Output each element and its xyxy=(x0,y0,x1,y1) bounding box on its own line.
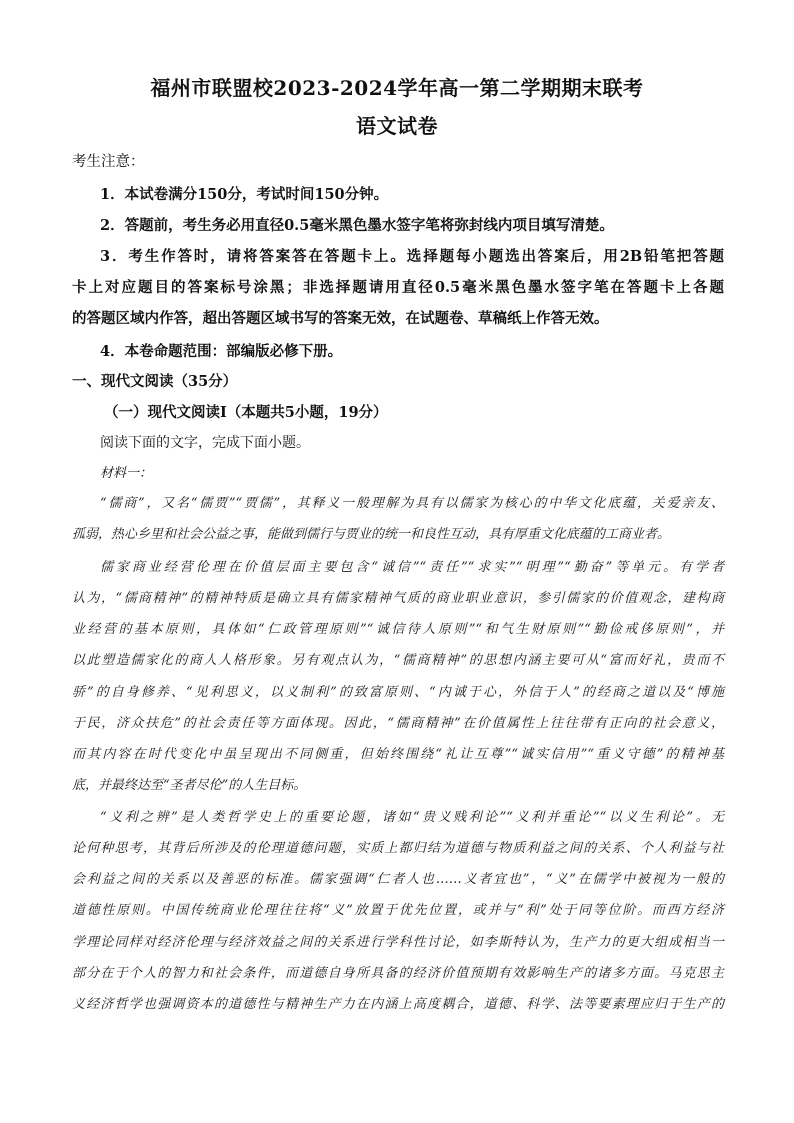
notice-line-6: 4．本卷命题范围：部编版必修下册。 xyxy=(100,343,343,360)
passage-line: 部分在于个人的智力和社会条件，而道德自身所具备的经济价值预期有效影响生产的诸多方面。马克思主 xyxy=(72,966,724,981)
notice-line-4: 卡上对应题目的答案标号涂黑；非选择题请用直径0.5毫米黑色墨水签字笔在答题卡上各题 xyxy=(72,279,724,296)
passage-line: 底，并最终达至“圣者尽伦”的人生目标。 xyxy=(72,778,307,793)
passage-line: 义经济哲学也强调资本的道德性与精神生产力在内涵上高度耦合，道德、科学、法等要素理应归于生产的 xyxy=(72,997,724,1012)
part-title: （一）现代文阅读Ⅰ（本题共5小题，19分） xyxy=(104,404,388,421)
passage-line: 论何种思考，其背后所涉及的伦理道德问题，实质上都归结为道德与物质利益之间的关系、个人利益与社 xyxy=(72,841,724,856)
passage-line: “儒商”，又名“儒贾”“贾儒”，其释义一般理解为具有以儒家为核心的中华文化底蕴，关爱亲友、 xyxy=(100,496,724,511)
passage-line: 孤弱，热心乡里和社会公益之事，能做到儒行与贾业的统一和良性互动，具有厚重文化底蕴的工商业者。 xyxy=(72,527,671,542)
passage-line: 道德性原则。中国传统商业伦理往往将“义”放置于优先位置，或并与“利”处于同等位阶。而西方经济 xyxy=(72,903,724,918)
passage-line: 以此塑造儒家化的商人人格形象。另有观点认为，“儒商精神”的思想内涵主要可从“富而好礼，贵而不 xyxy=(72,653,724,668)
passage-line: 而其内容在时代变化中虽呈现出不同侧重，但始终围绕“礼让互尊”“诚实信用”“重义守德”的精神基 xyxy=(72,747,724,762)
passage-line: “义利之辨”是人类哲学史上的重要论题，诸如“贵义贱利论”“义利并重论”“以义生利论”。无 xyxy=(100,810,724,825)
notice-line-3: 3．考生作答时，请将答案答在答题卡上。选择题每小题选出答案后，用2B铅笔把答题 xyxy=(100,248,724,265)
notice-heading: 考生注意： xyxy=(72,154,145,170)
passage-line: 会利益之间的关系以及善恶的标准。儒家强调“仁者人也……义者宜也”，“义”在儒学中被视为一般的 xyxy=(72,872,724,887)
passage-line: 业经营的基本原则，具体如“仁政管理原则”“诚信待人原则”“和气生财原则”“勤俭戒侈原则”，并 xyxy=(72,622,724,637)
reading-instruction: 阅读下面的文字，完成下面小题。 xyxy=(100,435,310,451)
notice-line-5: 的答题区域内作答，超出答题区域书写的答案无效，在试题卷、草稿纸上作答无效。 xyxy=(72,310,609,327)
notice-line-1: 1．本试卷满分150分，考试时间150分钟。 xyxy=(100,186,389,203)
passage-line: 骄”的自身修养、“见利思义，以义制利”的致富原则、“内诚于心，外信于人”的经商之道以及“博施 xyxy=(72,685,724,700)
passage-line: 认为，“儒商精神”的精神特质是确立具有儒家精神气质的商业职业意识，参引儒家的价值观念，建构商 xyxy=(72,591,724,606)
exam-title: 福州市联盟校2023-2024学年高一第二学期期末联考 xyxy=(150,76,644,100)
material-label: 材料一： xyxy=(100,466,153,481)
section-title: 一、现代文阅读（35分） xyxy=(72,373,238,390)
notice-line-2: 2．答题前，考生务必用直径0.5毫米黑色墨水签字笔将弥封线内项目填写清楚。 xyxy=(100,217,614,234)
passage-line: 学理论同样对经济伦理与经济效益之间的关系进行学科性讨论，如李斯特认为，生产力的更大组成相当一 xyxy=(72,935,724,950)
passage-line: 儒家商业经营伦理在价值层面主要包含“诚信”“责任”“求实”“明理”“勤奋”等单元。有学者 xyxy=(100,560,724,575)
exam-subtitle: 语文试卷 xyxy=(356,114,438,138)
passage-line: 于民，济众扶危”的社会责任等方面体现。因此，“儒商精神”在价值属性上往往带有正向的社会意义， xyxy=(72,716,724,731)
